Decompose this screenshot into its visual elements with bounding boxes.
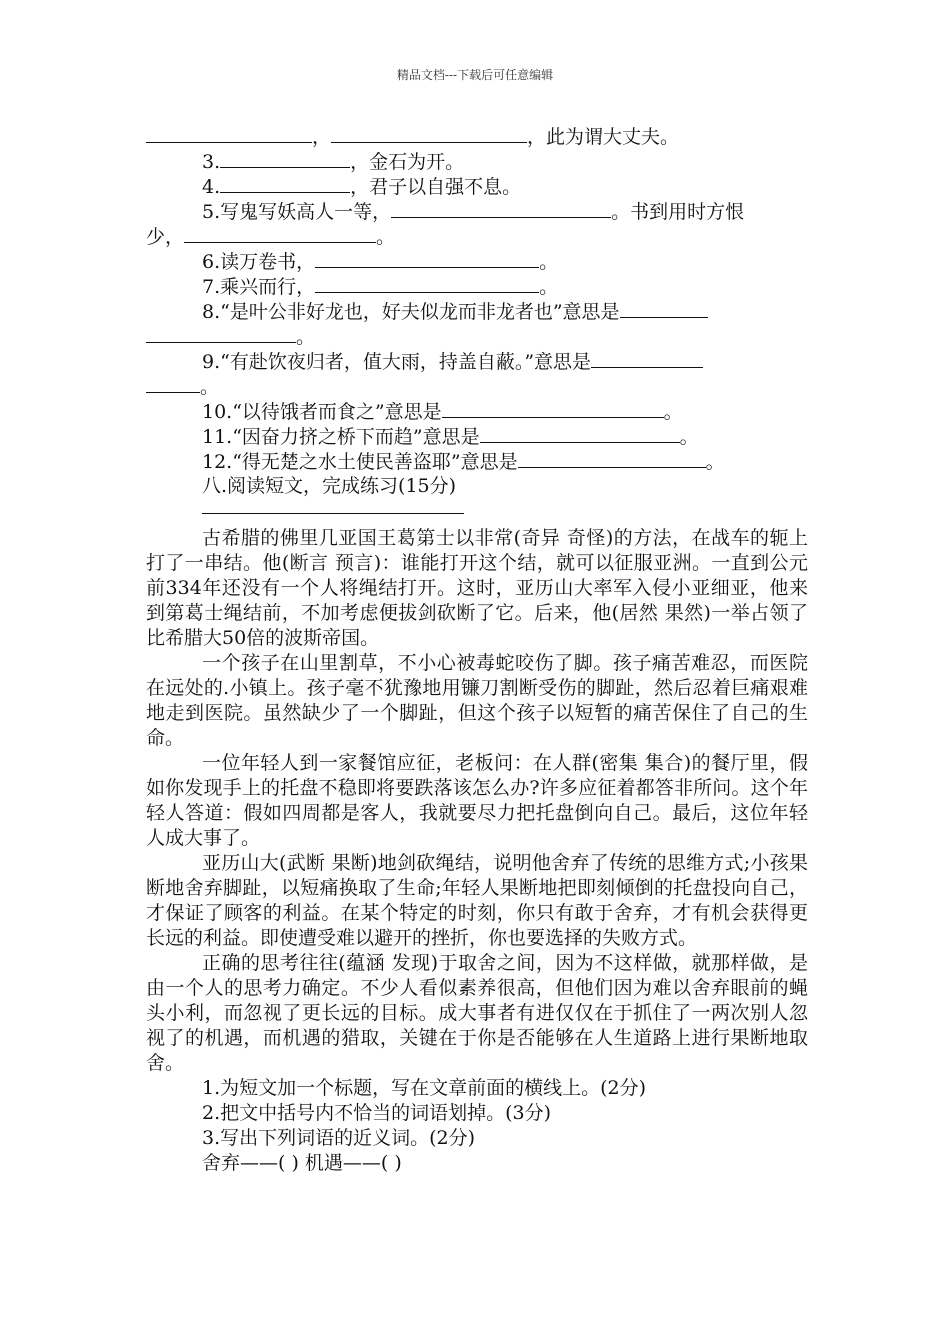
item-text: 。 xyxy=(663,401,683,423)
fill-in-item-5-cont xyxy=(146,224,808,249)
item-text: 少， xyxy=(146,226,185,248)
answer-blank[interactable] xyxy=(146,124,312,143)
answer-blank[interactable] xyxy=(315,274,539,293)
question-3-answer: 舍弃——( ) 机遇——( ) xyxy=(202,1152,402,1174)
fill-in-item-4 xyxy=(146,174,808,199)
fill-in-item-12 xyxy=(146,449,808,474)
answer-blank[interactable] xyxy=(184,224,376,243)
item-text: 7.乘兴而行， xyxy=(202,276,316,298)
fill-in-item-6 xyxy=(146,249,808,274)
item-text: 9.“有赴饮夜归者，值大雨，持盖自蔽。”意思是 xyxy=(202,351,592,373)
page-header: 精品文档---下载后可任意编辑 xyxy=(396,68,554,82)
item-text: 。书到用时方恨 xyxy=(611,201,745,223)
item-text: 12.“得无楚之水土使民善盗耶”意思是 xyxy=(202,451,518,473)
title-answer-line[interactable] xyxy=(202,499,464,514)
fill-in-item-7 xyxy=(146,274,808,299)
item-text: 5.写鬼写妖高人一等， xyxy=(202,201,392,223)
item-text: 。 xyxy=(200,376,220,398)
question-2: 2.把文中括号内不恰当的词语划掉。(3分) xyxy=(202,1102,552,1124)
fill-in-item-9 xyxy=(146,349,808,374)
fill-in-item-3 xyxy=(146,149,808,174)
answer-blank[interactable] xyxy=(518,449,706,468)
fill-in-item-11 xyxy=(146,424,808,449)
question-3: 3.写出下列词语的近义词。(2分) xyxy=(202,1127,476,1149)
answer-blank[interactable] xyxy=(620,299,708,318)
answer-blank[interactable] xyxy=(146,374,200,393)
item-text: 。 xyxy=(679,426,699,448)
item-text: 8.“是叶公非好龙也，好夫似龙而非龙者也”意思是 xyxy=(202,301,620,323)
fill-in-item-8 xyxy=(146,299,808,324)
fill-in-item-5 xyxy=(146,199,808,224)
answer-blank[interactable] xyxy=(220,174,350,193)
article-paragraph-2: 一个孩子在山里割草，不小心被毒蛇咬伤了脚。孩子痛苦难忍，而医院在远处的.小镇上。孩子毫不犹豫地用镰刀割断受伤的脚趾，然后忍着巨痛艰难地走到医院。虽然缺少了一个脚趾，但这个孩子以短暂的痛苦保住了自己的生命。 xyxy=(146,652,808,749)
fill-in-item-9-cont xyxy=(146,374,808,399)
answer-blank[interactable] xyxy=(442,399,664,418)
item-text: 。 xyxy=(376,226,396,248)
item-text: 。 xyxy=(539,251,559,273)
answer-blank[interactable] xyxy=(146,324,296,343)
article-paragraph-5: 正确的思考往往(蕴涵 发现)于取舍之间，因为不这样做，就那样做，是由一个人的思考力确定。不少人看似素养很高，但他们因为难以舍弃眼前的蝇头小利，而忽视了更长远的目标。成大事者有进仅仅在于抓住了一两次别人忽视了的机遇，而机遇的猎取，关键在于你是否能够在人生道路上进行果断地取舍。 xyxy=(146,952,808,1074)
item-text: 。 xyxy=(539,276,559,298)
item-text: 6.读万卷书， xyxy=(202,251,316,273)
answer-blank[interactable] xyxy=(391,199,611,218)
question-1: 1.为短文加一个标题，写在文章前面的横线上。(2分) xyxy=(202,1077,647,1099)
item-text: 10.“以待饿者而食之”意思是 xyxy=(202,401,442,423)
item-text: 11.“因奋力挤之桥下而趋”意思是 xyxy=(202,426,480,448)
answer-blank[interactable] xyxy=(591,349,703,368)
item-text: 。 xyxy=(705,451,725,473)
fill-in-item-10 xyxy=(146,399,808,424)
item-number: 3. xyxy=(202,151,221,173)
article-paragraph-3: 一位年轻人到一家餐馆应征，老板问：在人群(密集 集合)的餐厅里，假如你发现手上的托盘不稳即将要跌落该怎么办?许多应征着都答非所问。这个年轻人答道：假如四周都是客人，我就要尽力把托盘倒向自己。最后，这位年轻人成大事了。 xyxy=(146,752,808,849)
answer-blank[interactable] xyxy=(315,249,539,268)
article-paragraph-1: 古希腊的佛里几亚国王葛第士以非常(奇异 奇怪)的方法，在战车的轭上打了一串结。他(断言 预言)：谁能打开这个结，就可以征服亚洲。一直到公元前334年还没有一个人将绳结打开。这时，亚历山大率军入侵小亚细亚，他来到第葛士绳结前，不加考虑便拔剑砍断了它。后来，他(居然 果然)一举占领了比希腊大50倍的波斯帝国。 xyxy=(146,527,808,649)
answer-blank[interactable] xyxy=(331,124,527,143)
article-paragraph-4: 亚历山大(武断 果断)地剑砍绳结，说明他舍弃了传统的思维方式;小孩果断地舍弃脚趾，以短痛换取了生命;年轻人果断地把即刻倾倒的托盘投向自己，才保证了顾客的利益。在某个特定的时刻，你只有敢于舍弃，才有机会获得更长远的利益。即使遭受难以避开的挫折，你也要选择的失败方式。 xyxy=(146,852,808,949)
item-text: ，此为谓大丈夫。 xyxy=(527,126,680,148)
document-body xyxy=(146,124,808,1176)
item-text: ，君子以自强不息。 xyxy=(350,176,522,198)
answer-blank[interactable] xyxy=(220,149,350,168)
fill-in-item-2 xyxy=(146,124,808,149)
item-number: 4. xyxy=(202,176,221,198)
answer-blank[interactable] xyxy=(480,424,680,443)
fill-in-item-8-cont xyxy=(146,324,808,349)
item-text: ，金石为开。 xyxy=(350,151,465,173)
section-heading: 八.阅读短文，完成练习(15分) xyxy=(202,475,457,497)
item-text: ， xyxy=(312,126,332,148)
item-text: 。 xyxy=(296,326,316,348)
